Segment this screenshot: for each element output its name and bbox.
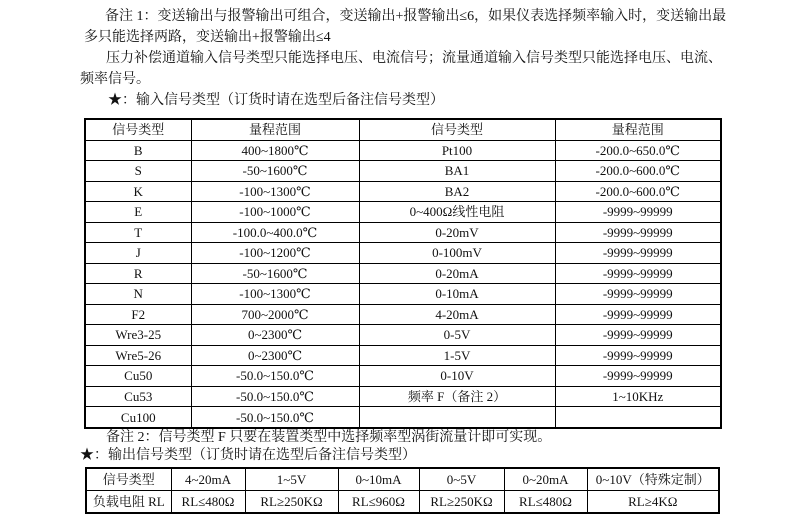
table-cell: -9999~99999	[555, 222, 721, 243]
table-cell: -50.0~150.0℃	[191, 407, 359, 428]
table-cell: RL≥4KΩ	[587, 491, 719, 514]
table-cell: -100~1300℃	[191, 284, 359, 305]
table-cell: -100.0~400.0℃	[191, 222, 359, 243]
table-cell: BA1	[359, 161, 555, 182]
column-header: 信号类型	[86, 468, 171, 491]
column-header: 0~5V	[419, 468, 504, 491]
note1-line4: 频率信号。	[80, 72, 150, 87]
table-cell: 频率 F（备注 2）	[359, 386, 555, 407]
table-cell: K	[85, 181, 191, 202]
note1-line3: 压力补偿通道输入信号类型只能选择电压、电流信号；流量通道输入信号类型只能选择电压、电流、	[106, 51, 722, 66]
table-cell: 0-100mV	[359, 243, 555, 264]
column-header: 0~20mA	[504, 468, 587, 491]
table-cell: E	[85, 202, 191, 223]
table-cell: -50.0~150.0℃	[191, 386, 359, 407]
table-cell: S	[85, 161, 191, 182]
table-cell: 0~2300℃	[191, 345, 359, 366]
table-cell: Cu53	[85, 386, 191, 407]
table-row	[85, 140, 721, 161]
table-cell	[359, 407, 555, 428]
table-cell: F2	[85, 304, 191, 325]
table-cell: -100~1200℃	[191, 243, 359, 264]
note2-text: 备注 2：信号类型 F 只要在装置类型中选择频率型涡街流量计即可实现。	[106, 430, 552, 445]
table-cell: 0-10mA	[359, 284, 555, 305]
table-cell: -9999~99999	[555, 243, 721, 264]
table-row	[85, 263, 721, 284]
table-cell: N	[85, 284, 191, 305]
table-cell: 400~1800℃	[191, 140, 359, 161]
table-cell: -9999~99999	[555, 284, 721, 305]
table-cell: 0~400Ω线性电阻	[359, 202, 555, 223]
table-cell: 0-5V	[359, 325, 555, 346]
table-cell: -100~1300℃	[191, 181, 359, 202]
table-cell: -200.0~600.0℃	[555, 181, 721, 202]
table-cell: -50~1600℃	[191, 263, 359, 284]
table-cell: RL≥250KΩ	[419, 491, 504, 514]
column-header: 量程范围	[555, 119, 721, 140]
table-cell: 0-10V	[359, 366, 555, 387]
column-header: 0~10V（特殊定制）	[587, 468, 719, 491]
table-cell: 1~10KHz	[555, 386, 721, 407]
output-signal-heading: ★：输出信号类型（订货时请在选型后备注信号类型）	[80, 448, 416, 463]
table-cell: RL≤480Ω	[504, 491, 587, 514]
table-cell: -9999~99999	[555, 366, 721, 387]
table-cell: 4-20mA	[359, 304, 555, 325]
table-cell: 0-20mV	[359, 222, 555, 243]
column-header: 1~5V	[245, 468, 338, 491]
table-cell: 700~2000℃	[191, 304, 359, 325]
table-cell: -9999~99999	[555, 304, 721, 325]
table-cell: Wre3-25	[85, 325, 191, 346]
table-cell: -9999~99999	[555, 263, 721, 284]
table-row	[85, 366, 721, 387]
table-cell: 负载电阻 RL	[86, 491, 171, 514]
column-header: 量程范围	[191, 119, 359, 140]
table-row	[85, 345, 721, 366]
table-cell: RL≤960Ω	[338, 491, 419, 514]
table-cell: -9999~99999	[555, 345, 721, 366]
table-row	[85, 202, 721, 223]
table-cell: R	[85, 263, 191, 284]
table-row	[85, 386, 721, 407]
table-row	[85, 181, 721, 202]
input-signal-table	[84, 118, 722, 429]
column-header: 信号类型	[359, 119, 555, 140]
table-row	[85, 161, 721, 182]
column-header: 信号类型	[85, 119, 191, 140]
table-row	[85, 407, 721, 428]
input-signal-heading: ★：输入信号类型（订货时请在选型后备注信号类型）	[108, 93, 444, 108]
table-row	[85, 222, 721, 243]
output-signal-table	[85, 467, 720, 514]
column-header: 0~10mA	[338, 468, 419, 491]
table-cell: -100~1000℃	[191, 202, 359, 223]
table-cell: B	[85, 140, 191, 161]
header-row	[85, 119, 721, 140]
table-row	[86, 491, 719, 514]
table-cell: J	[85, 243, 191, 264]
table-cell: Wre5-26	[85, 345, 191, 366]
table-cell: -9999~99999	[555, 325, 721, 346]
header-row	[86, 468, 719, 491]
table-cell: BA2	[359, 181, 555, 202]
note1-line1: 备注 1：变送输出与报警输出可组合，变送输出+报警输出≤6，如果仪表选择频率输入时，变送输出最	[105, 9, 727, 24]
table-cell: -50~1600℃	[191, 161, 359, 182]
table-cell: 0~2300℃	[191, 325, 359, 346]
table-cell: T	[85, 222, 191, 243]
table-row	[85, 325, 721, 346]
table-row	[85, 284, 721, 305]
table-cell: 1-5V	[359, 345, 555, 366]
column-header: 4~20mA	[171, 468, 245, 491]
note1-line2: 多只能选择两路，变送输出+报警输出≤4	[84, 30, 331, 45]
table-cell: -200.0~650.0℃	[555, 140, 721, 161]
table-cell: -9999~99999	[555, 202, 721, 223]
table-cell: RL≤480Ω	[171, 491, 245, 514]
table-cell: 0-20mA	[359, 263, 555, 284]
table-cell: Cu50	[85, 366, 191, 387]
table-row	[85, 304, 721, 325]
table-cell: -200.0~600.0℃	[555, 161, 721, 182]
table-cell: Pt100	[359, 140, 555, 161]
table-row	[85, 243, 721, 264]
table-cell: RL≥250KΩ	[245, 491, 338, 514]
table-cell: Cu100	[85, 407, 191, 428]
table-cell	[555, 407, 721, 428]
table-cell: -50.0~150.0℃	[191, 366, 359, 387]
